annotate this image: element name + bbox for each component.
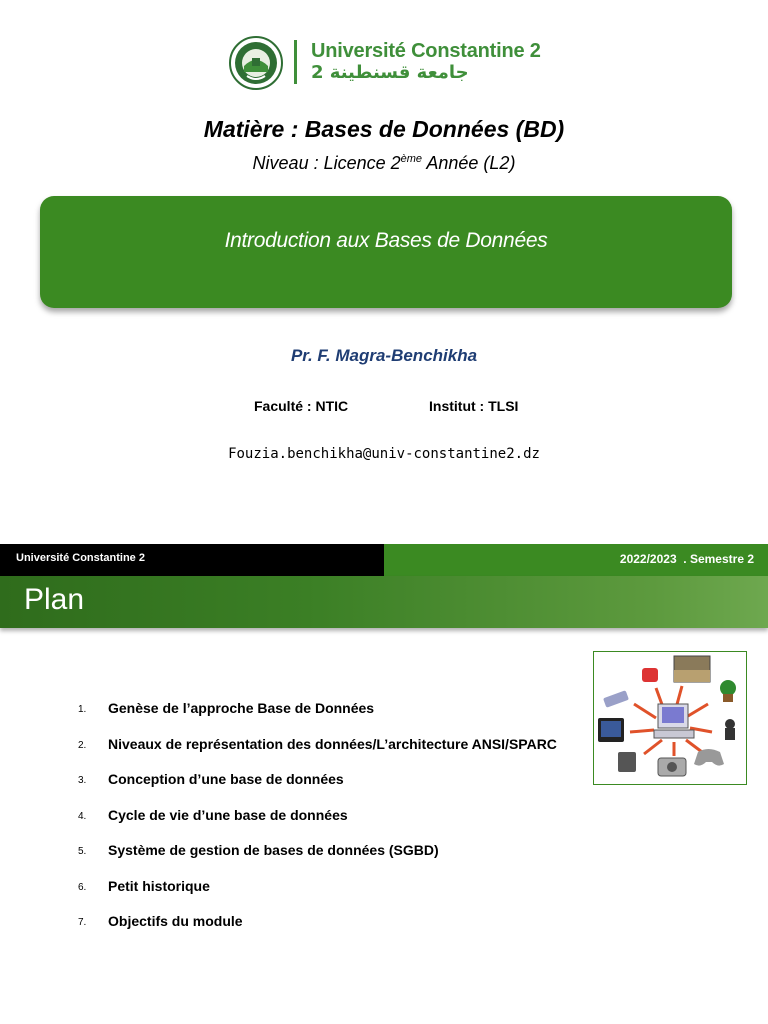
plan-item bbox=[78, 771, 557, 807]
plan-item-text: Niveaux de représentation des données/L’architecture ANSI/SPARC bbox=[108, 735, 557, 752]
subject-title: Matière : Bases de Données (BD) bbox=[203, 116, 565, 142]
plan-item-text: Cycle de vie d’une base de données bbox=[108, 806, 348, 823]
author-email: Fouzia.benchikha@univ-constantine2.dz bbox=[228, 446, 540, 462]
plan-item-text: Conception d’une base de données bbox=[108, 771, 344, 787]
plan-item bbox=[78, 878, 557, 914]
plant-icon bbox=[720, 680, 736, 702]
phone-icon bbox=[642, 668, 658, 682]
chess-piece-icon bbox=[725, 719, 735, 740]
faculty-label: Faculté : NTIC bbox=[254, 398, 349, 414]
plan-list bbox=[78, 700, 557, 949]
level-superscript: ème bbox=[400, 153, 423, 165]
plan-item bbox=[78, 842, 557, 878]
plan-item-number: 5. bbox=[78, 846, 87, 857]
logo-divider bbox=[294, 40, 297, 84]
plan-item-text: Système de gestion de bases de données (SGBD) bbox=[108, 842, 439, 858]
plan-item bbox=[78, 736, 557, 772]
level-line bbox=[0, 153, 768, 174]
plan-item-number: 6. bbox=[78, 881, 87, 893]
devices-network-illustration bbox=[593, 651, 747, 785]
plan-item-number: 3. bbox=[78, 775, 87, 786]
plan-item-text: Objectifs du module bbox=[108, 913, 243, 929]
plan-item bbox=[78, 913, 557, 949]
plan-item-text: Genèse de l’approche Base de Données bbox=[108, 700, 375, 716]
level-suffix: Année (L2) bbox=[422, 153, 516, 173]
plan-item bbox=[78, 700, 557, 736]
level-prefix: Niveau : Licence 2 bbox=[252, 153, 401, 173]
computer-icon bbox=[654, 704, 694, 738]
plan-item-text: Petit historique bbox=[108, 877, 210, 894]
plan-header-bar bbox=[0, 576, 768, 628]
institut-label: Institut : TLSI bbox=[429, 398, 519, 414]
plan-title: Plan bbox=[24, 583, 85, 616]
university-name-arabic: جامعة قسنطينة 2 bbox=[311, 62, 469, 83]
university-name: Université Constantine 2 bbox=[311, 40, 541, 62]
camcorder-icon bbox=[618, 752, 636, 772]
plan-item-number: 2. bbox=[78, 739, 87, 751]
author-name: Pr. F. Magra-Benchikha bbox=[290, 346, 478, 365]
plan-item-number: 1. bbox=[78, 704, 87, 715]
academic-year-label: 2022/2023 . Semestre 2 bbox=[619, 552, 754, 566]
plan-item bbox=[78, 807, 557, 843]
university-seal-icon bbox=[229, 36, 283, 90]
plan-item-number: 4. bbox=[78, 810, 87, 822]
slide-university-label: Université Constantine 2 bbox=[16, 552, 145, 564]
plan-item-number: 7. bbox=[78, 917, 87, 928]
device-icon bbox=[603, 690, 629, 708]
gamepad-icon bbox=[694, 749, 724, 766]
course-title: Introduction aux Bases de Données bbox=[224, 229, 548, 252]
